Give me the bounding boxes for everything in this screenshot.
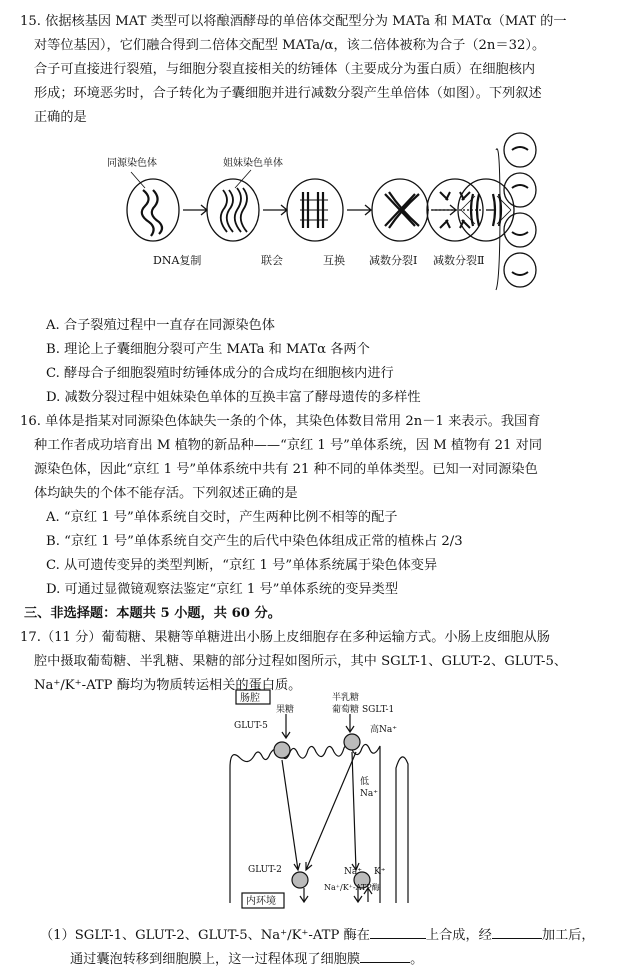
q15-option-a: A. 合子裂殖过程中一直存在同源染色体 [46, 318, 275, 333]
glut2-label: GLUT-2 [248, 865, 282, 875]
q15-option-b: B. 理论上子囊细胞分裂可产生 MATa 和 MATα 各两个 [46, 342, 370, 357]
stage-meiosis-1: 减数分裂Ⅰ [369, 254, 418, 267]
glut5-transporter [274, 742, 290, 758]
q15-line-2: 对等位基因），它们融合得到二倍体交配型 MATa/α，该二倍体被称为合子（2n＝32）。 [34, 38, 546, 53]
daughter-cell-1 [504, 133, 536, 167]
q17-sub1-line-2: 通过囊泡转移到细胞膜上，这一过程体现了细胞膜 。 [70, 952, 424, 967]
q15-option-d: D. 减数分裂过程中姐妹染色单体的互换丰富了酵母遗传的多样性 [46, 390, 421, 405]
q16-line-1: 16. 单体是指某对同源染色体缺失一条的个体，其染色体数目常用 2n－1 来表示。我国育 [20, 414, 541, 429]
fructose-label: 果糖 [276, 705, 295, 715]
q16-option-d: D. 可通过显微镜观察法鉴定“京红 1 号”单体系统的变异类型 [46, 582, 399, 597]
q16-option-c: C. 从可遗传变异的类型判断，“京红 1 号”单体系统属于染色体变异 [46, 558, 438, 573]
q15-option-c: C. 酵母合子细胞裂殖时纺锤体成分的合成均在细胞核内进行 [46, 366, 394, 381]
answer-blank-2[interactable] [492, 926, 542, 939]
section-heading: 三、非选择题：本题共 5 小题，共 60 分。 [24, 606, 281, 621]
q15-line-3: 合子可直接进行裂殖，与细胞分裂直接相关的纺锤体（主要成分为蛋白质）在细胞核内 [34, 62, 536, 77]
answer-blank-3[interactable] [360, 950, 410, 963]
glut2-transporter [292, 872, 308, 888]
galactose-label: 半乳糖 [332, 693, 360, 703]
meiosis-ii-diagram [420, 130, 550, 315]
low-label: 低 [360, 777, 370, 787]
na-label: Na⁺ [360, 789, 378, 799]
high-na-label: 高Na⁺ [370, 725, 397, 735]
stage-dna-replication: DNA复制 [153, 254, 202, 267]
lumen-label: 肠腔 [240, 693, 260, 704]
stage-synapsis: 联会 [261, 254, 283, 267]
label-sister: 姐妹染色单体 [223, 158, 283, 169]
atpase-label: Na⁺/K⁺-ATP酶 [324, 883, 380, 892]
daughter-cell-3 [504, 213, 536, 247]
q17-sub1-line-1: （1）SGLT-1、GLUT-2、GLUT-5、Na⁺/K⁺-ATP 酶在 上合成，经 加工后， [40, 928, 595, 943]
q15-line-1: 15. 依据核基因 MAT 类型可以将酿酒酵母的单倍体交配型分为 MATa 和 MATα（MAT 的一 [20, 14, 567, 29]
na-out-label: Na⁺ [344, 867, 362, 877]
answer-blank-1[interactable] [370, 926, 426, 939]
glut5-label: GLUT-5 [234, 721, 268, 731]
q17-line-3: Na⁺/K⁺-ATP 酶均为物质转运相关的蛋白质。 [34, 678, 302, 693]
label-homologous: 同源染色体 [107, 158, 157, 169]
q17-line-1: 17.（11 分）葡萄糖、果糖等单糖进出小肠上皮细胞存在多种运输方式。小肠上皮细胞从肠 [20, 630, 550, 645]
q15-line-5: 正确的是 [34, 110, 87, 125]
glucose-label: 葡萄糖 [332, 705, 360, 715]
q16-option-a: A. “京红 1 号”单体系统自交时，产生两种比例不相等的配子 [46, 510, 398, 525]
q16-line-2: 种工作者成功培育出 M 植物的新品种——“京红 1 号”单体系统，因 M 植物有 21 对同 [34, 438, 543, 453]
stage-crossover: 互换 [323, 254, 345, 267]
env-label: 内环境 [246, 896, 276, 907]
daughter-cell-2 [504, 173, 536, 207]
q16-option-b: B. “京红 1 号”单体系统自交产生的后代中染色体组成正常的植株占 2/3 [46, 534, 463, 549]
q16-line-3: 源染色体，因此“京红 1 号”单体系统中共有 21 种不同的单体类型。已知一对同源染色 [34, 462, 538, 477]
q15-line-4: 形成；环境恶劣时，合子转化为子囊细胞并进行减数分裂产生单倍体（如图）。下列叙述 [34, 86, 542, 101]
k-in-label: K⁺ [374, 867, 386, 877]
stage-meiosis-2: 减数分裂Ⅱ [433, 254, 485, 267]
sglt1-transporter [344, 734, 360, 750]
sglt1-label: SGLT-1 [362, 705, 395, 715]
q17-line-2: 腔中摄取葡萄糖、半乳糖、果糖的部分过程如图所示，其中 SGLT-1、GLUT-2、GLUT-5、 [34, 654, 568, 669]
q16-line-4: 体均缺失的个体不能存活。下列叙述正确的是 [34, 486, 298, 501]
intestine-transport-diagram [220, 688, 420, 910]
daughter-cell-4 [504, 253, 536, 287]
